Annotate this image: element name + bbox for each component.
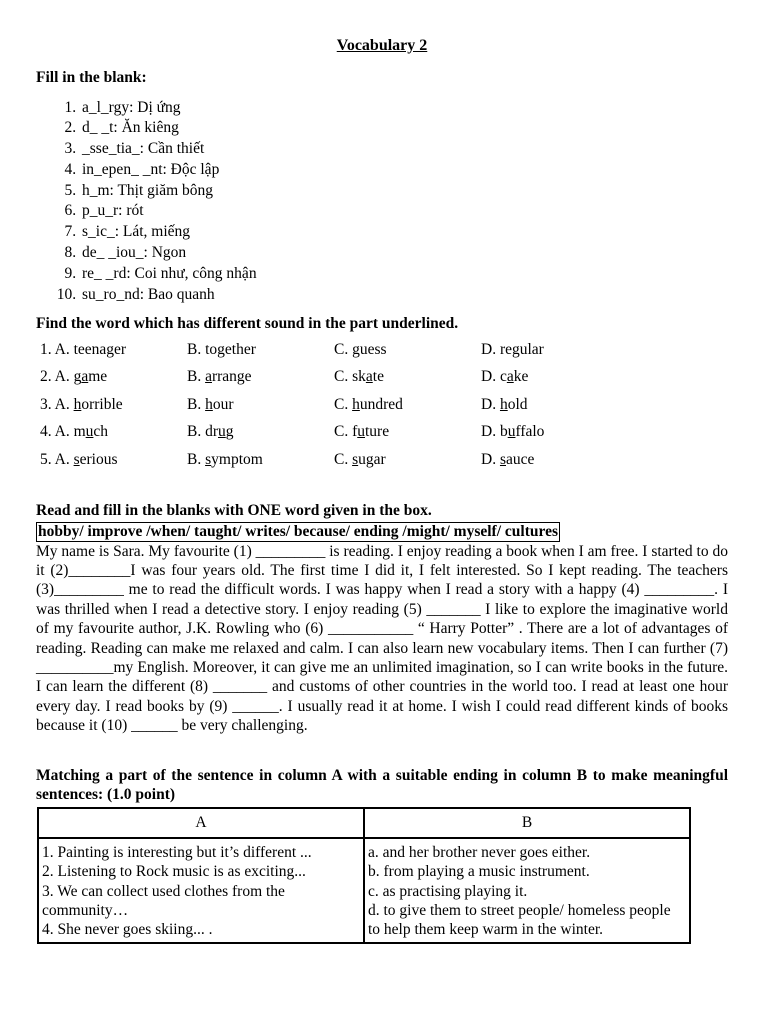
section-matching-heading: Matching a part of the sentence in column A with a suitable ending in column B to make meaningful sentences: (1.0 point) (36, 766, 728, 804)
sound-option (36, 336, 183, 363)
column-b-item: a. and her brother never goes either. (368, 843, 591, 861)
table-row (36, 336, 624, 363)
list-item: 9. re_ _rd: Coi như, công nhận (80, 264, 728, 285)
list-item: 3. _sse_tia_: Cần thiết (80, 139, 728, 160)
option-text: 5. A. (40, 450, 74, 468)
option-text: undred (359, 395, 403, 413)
option-text: ke (513, 368, 529, 386)
underlined-part: g (512, 340, 520, 358)
option-text: ymptom (211, 450, 263, 468)
column-b-header: B (364, 808, 690, 838)
option-text: ether (224, 340, 256, 358)
option-text: D. (481, 450, 500, 468)
option-text: B. to (187, 340, 218, 358)
list-item: 1. a_l_rgy: Dị ứng (80, 98, 728, 119)
option-text: ch (93, 423, 109, 441)
sound-option (36, 446, 183, 473)
sound-option (477, 391, 624, 418)
option-text: rrange (211, 368, 252, 386)
column-b-item: d. to give them to street people/ homeless people to help them keep warm in the winter. (368, 901, 671, 939)
underlined-part: a (506, 368, 514, 386)
option-text: erious (79, 450, 118, 468)
sound-option (183, 446, 330, 473)
column-a-item: 2. Listening to Rock music is as exciting... (42, 863, 306, 881)
option-text: C. (334, 340, 353, 358)
option-text: te (372, 368, 384, 386)
sound-option (183, 391, 330, 418)
sound-option (36, 418, 183, 445)
sound-option (330, 418, 477, 445)
option-text: er (114, 340, 127, 358)
column-a-header: A (38, 808, 364, 838)
sound-option (477, 418, 624, 445)
underlined-part: s (205, 450, 212, 468)
underlined-part: g (106, 340, 115, 358)
sound-options-table (36, 336, 624, 473)
underlined-part: g (217, 340, 225, 358)
sound-option (36, 391, 183, 418)
sound-option (477, 446, 624, 473)
list-item: 2. d_ _t: Ăn kiêng (80, 118, 728, 139)
column-a-cell (38, 838, 364, 943)
underlined-part: u (218, 423, 226, 441)
matching-table (37, 807, 691, 944)
option-text: B. dr (187, 423, 218, 441)
option-text: B. (187, 450, 206, 468)
sound-option (183, 418, 330, 445)
underlined-part: a (365, 368, 373, 386)
sound-option (477, 363, 624, 390)
option-text: orrible (81, 395, 123, 413)
sound-option (330, 363, 477, 390)
option-text: C. sk (334, 368, 366, 386)
option-text: ffalo (515, 423, 545, 441)
option-text: old (507, 395, 528, 413)
option-text: B. (187, 395, 206, 413)
option-text: uess (359, 340, 387, 358)
option-text: D. b (481, 423, 508, 441)
column-b-item: b. from playing a music instrument. (368, 863, 590, 881)
underlined-part: a (205, 368, 212, 386)
underlined-part: h (73, 395, 82, 413)
option-text: me (88, 368, 108, 386)
sound-option (183, 363, 330, 390)
column-a-item: 3. We can collect used clothes from the community… (42, 882, 285, 919)
underlined-part: u (357, 423, 365, 441)
table-row (36, 446, 624, 473)
option-text: 4. A. m (40, 423, 86, 441)
option-text: ture (365, 423, 390, 441)
underlined-part: g (352, 340, 360, 358)
option-text: D. (481, 395, 500, 413)
underlined-part: h (499, 395, 508, 413)
underlined-part: s (499, 450, 506, 468)
underlined-part: u (85, 423, 94, 441)
option-text: B. (187, 368, 206, 386)
table-row (36, 418, 624, 445)
vocab-list (36, 98, 728, 306)
table-row (36, 363, 624, 390)
list-item: 6. p_u_r: rót (80, 201, 728, 222)
underlined-part: a (81, 368, 89, 386)
list-item: 8. de_ _iou_: Ngon (80, 243, 728, 264)
column-b-cell (364, 838, 690, 943)
option-text: 3. A. (40, 395, 74, 413)
sound-option (330, 336, 477, 363)
option-text: 2. A. g (40, 368, 82, 386)
list-item: 4. in_epen_ _nt: Độc lập (80, 160, 728, 181)
option-text: C. (334, 450, 353, 468)
underlined-part: h (205, 395, 213, 413)
option-text: C. (334, 395, 353, 413)
option-text: 1. A. teena (40, 340, 107, 358)
page-title: Vocabulary 2 (336, 37, 428, 54)
sound-option (36, 363, 183, 390)
option-text: D. re (481, 340, 512, 358)
option-text: D. c (481, 368, 507, 386)
option-text: auce (506, 450, 535, 468)
underlined-part: s (73, 450, 80, 468)
reading-passage: My name is Sara. My favourite (1) _________ is reading. I enjoy reading a book when I am free. I started to do it (2)________I was four years old. The first time I did it, I felt interested. So I kept reading. The teachers (3)_________ me to read the difficult words. I was happy when I read a story with a happy (4) _________. I was thrilled when I read a detective story. I enjoy reading (5) _______ I like to explore the imaginative world of my favourite author, J.K. Rowling who (6) ___________ “ Harry Potter” . There are a lot of advantages of reading. Reading can make me relaxed and calm. I can also learn new vocabulary items. Then I can further (7) __________my English. Moreover, it can give me an unlimited imagination, so I can write books in the future. I can learn the different (8) _______ and customs of other countries in the world too. I read at least one hour every day. I read books by (9) ______. I usually read it at home. I wish I could read different kinds of books because it (10) ______ be very challenging. (36, 542, 728, 735)
section-reading-heading: Read and fill in the blanks with ONE word given in the box. (36, 502, 432, 519)
table-row (36, 391, 624, 418)
sound-option (183, 336, 330, 363)
underlined-part: s (352, 450, 359, 468)
sound-option (477, 336, 624, 363)
option-text: g (225, 423, 234, 441)
column-a-item: 4. She never goes skiing... . (42, 921, 213, 939)
option-text: ugar (358, 450, 386, 468)
option-text: ular (519, 340, 544, 358)
list-item: 5. h_m: Thịt giăm bông (80, 181, 728, 202)
sound-option (330, 446, 477, 473)
worksheet-page (36, 36, 728, 944)
section-sound-heading: Find the word which has different sound in the part underlined. (36, 315, 459, 333)
word-box: hobby/ improve /when/ taught/ writes/ because/ ending /might/ myself/ cultures (38, 522, 558, 540)
underlined-part: u (507, 423, 516, 441)
sound-option (330, 391, 477, 418)
section-fill-blank-heading: Fill in the blank: (36, 69, 147, 86)
list-item: 10. su_ro_nd: Bao quanh (80, 285, 728, 306)
underlined-part: h (352, 395, 360, 413)
column-a-item: 1. Painting is interesting but it’s different ... (42, 843, 312, 861)
option-text: C. f (334, 423, 358, 441)
option-text: our (212, 395, 234, 413)
list-item: 7. s_ic_: Lát, miếng (80, 222, 728, 243)
column-b-item: c. as practising playing it. (368, 882, 528, 900)
